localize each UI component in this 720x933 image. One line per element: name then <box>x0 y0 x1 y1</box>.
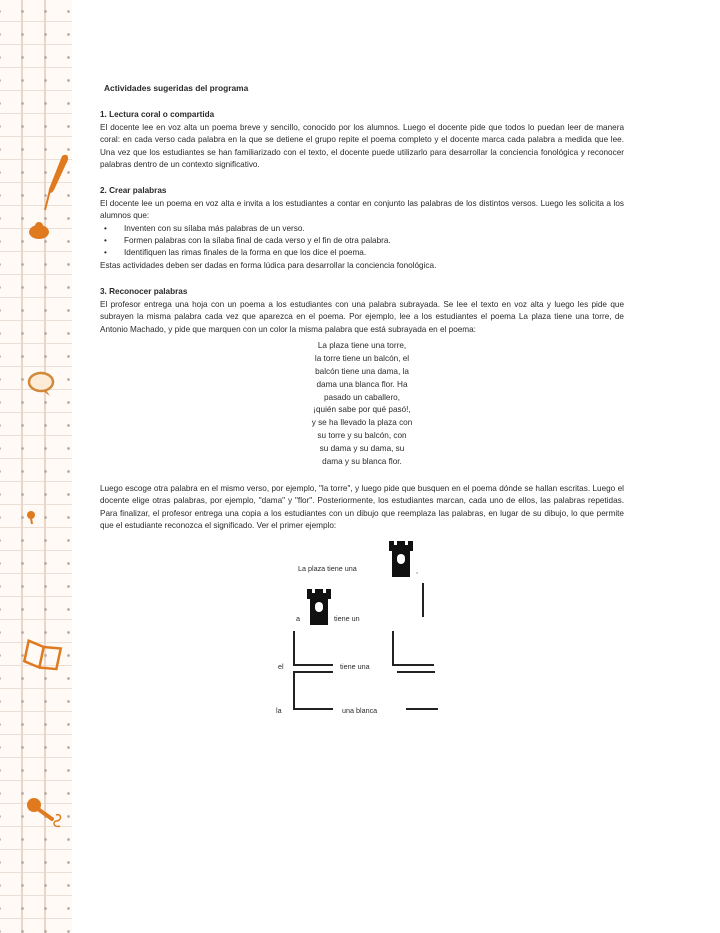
diagram-row4-text: una blanca <box>342 705 378 715</box>
section-title: 1. Lectura coral o compartida <box>100 110 215 120</box>
diagram-row3-text: tiene una <box>340 661 370 671</box>
poem-line: dama una blanca flor. Ha <box>316 379 408 389</box>
poem-line: y se ha llevado la plaza con <box>311 418 413 428</box>
poem-line: pasado un caballero, <box>323 392 401 402</box>
document-title: Actividades sugeridas del programa <box>104 83 249 93</box>
diagram-row2-prefix: a <box>296 613 300 623</box>
ink-blot-icon <box>26 220 52 242</box>
document-page <box>100 82 624 743</box>
blank-line <box>293 708 333 710</box>
poem-line: dama y su blanca flor. <box>322 457 402 467</box>
blank-line <box>293 664 333 666</box>
notebook-grid-margin <box>0 0 72 933</box>
section-crear-palabras <box>100 185 624 272</box>
diagram-row2-text: tiene un <box>334 613 360 623</box>
section-closing: Estas actividades deben ser dadas en forma lúdica para desarrollar la conciencia fonológica. <box>100 260 437 270</box>
poem-line: ¡quién sabe por qué pasó!, <box>313 405 411 415</box>
list-item: • Identifiquen las rimas finales de la forma en que los dice el poema. <box>100 247 624 259</box>
blank-line <box>422 583 424 617</box>
section-after-poem: Luego escoge otra palabra en el mismo verso, por ejemplo, "la torre", y luego pide que busquen en el poema dónde se hallan escritas. Luego el docente elige otras palabras, por ejemplo, "dama" y "flor". Posteriormente, los estudiantes marcan, cada uno de ellos, las palabras repetidas. Para finalizar, el profesor entrega una copia a los estudiantes con un dibujo que reemplaza las palabras, en lugar de su dibujo, lo que permite que el estudiante reconozca el significado. Ver el primer ejemplo: <box>100 483 624 531</box>
diagram-row3-prefix: el <box>278 661 284 671</box>
bullet-list <box>100 223 624 260</box>
poem-line: su torre y su balcón, con <box>317 431 407 441</box>
section-title: 2. Crear palabras <box>100 186 167 196</box>
section-paragraph: El docente lee en voz alta un poema breve y sencillo, conocido por los alumnos. Luego el docente pide que todos lo puedan leer de manera coral: en cada verso cada palabra en la que se detiene el grupo repite el poema completo y el docente marca cada palabra a medida que lee. Una vez que los estudiantes se han familiarizado con el texto, el docente puede utilizarlo para desarrollar la conciencia fonológica y reconocer palabras dentro de un contexto significativo. <box>100 122 624 170</box>
blank-line <box>406 708 438 710</box>
poem-line: su dama y su dama, su <box>319 444 405 454</box>
section-paragraph: El docente lee un poema en voz alta e invita a los estudiantes a contar en conjunto las palabras de los distintos versos. Luego les solicita a los alumnos que: <box>100 198 624 221</box>
speech-bubble-icon <box>26 370 58 398</box>
section-reconocer-palabras <box>100 286 624 532</box>
diagram-row1-text: La plaza tiene una <box>298 563 357 573</box>
tower-icon <box>388 541 414 577</box>
blank-line <box>293 671 295 709</box>
poem-line: La plaza tiene una torre, <box>317 340 407 350</box>
poem-line: balcón tiene una dama, la <box>315 366 409 376</box>
open-book-icon <box>22 638 64 672</box>
poem <box>100 340 624 469</box>
section-title: 3. Reconocer palabras <box>100 287 188 297</box>
quill-pen-icon <box>40 150 70 215</box>
section-paragraph: El profesor entrega una hoja con un poema a los estudiantes con una palabra subrayada. Se lee el texto en voz alta y luego les pide que subrayen la misma palabra cada vez que aparezca en el poema. Por ejemplo, lee a los estudiantes el poema La plaza tiene una torre, de Antonio Machado, y pide que marquen con un color la misma palabra que está subrayada en el poema: <box>100 299 624 334</box>
microphone-icon <box>24 795 66 829</box>
blank-line <box>397 671 435 673</box>
pictogram-poem-diagram <box>100 543 624 743</box>
poem-line: la torre tiene un balcón, el <box>314 353 410 363</box>
comma: , <box>416 565 418 575</box>
section-lectura-coral <box>100 109 624 171</box>
tower-icon <box>306 589 332 625</box>
blank-line <box>392 631 394 665</box>
list-item: • Inventen con su sílaba más palabras de un verso. <box>100 223 624 235</box>
blank-line <box>392 664 434 666</box>
small-figure-icon <box>24 510 38 526</box>
list-item: • Formen palabras con la sílaba final de cada verso y el fin de otra palabra. <box>100 235 624 247</box>
blank-line <box>293 631 295 665</box>
blank-line <box>293 671 333 673</box>
diagram-row4-prefix: la <box>276 705 282 715</box>
